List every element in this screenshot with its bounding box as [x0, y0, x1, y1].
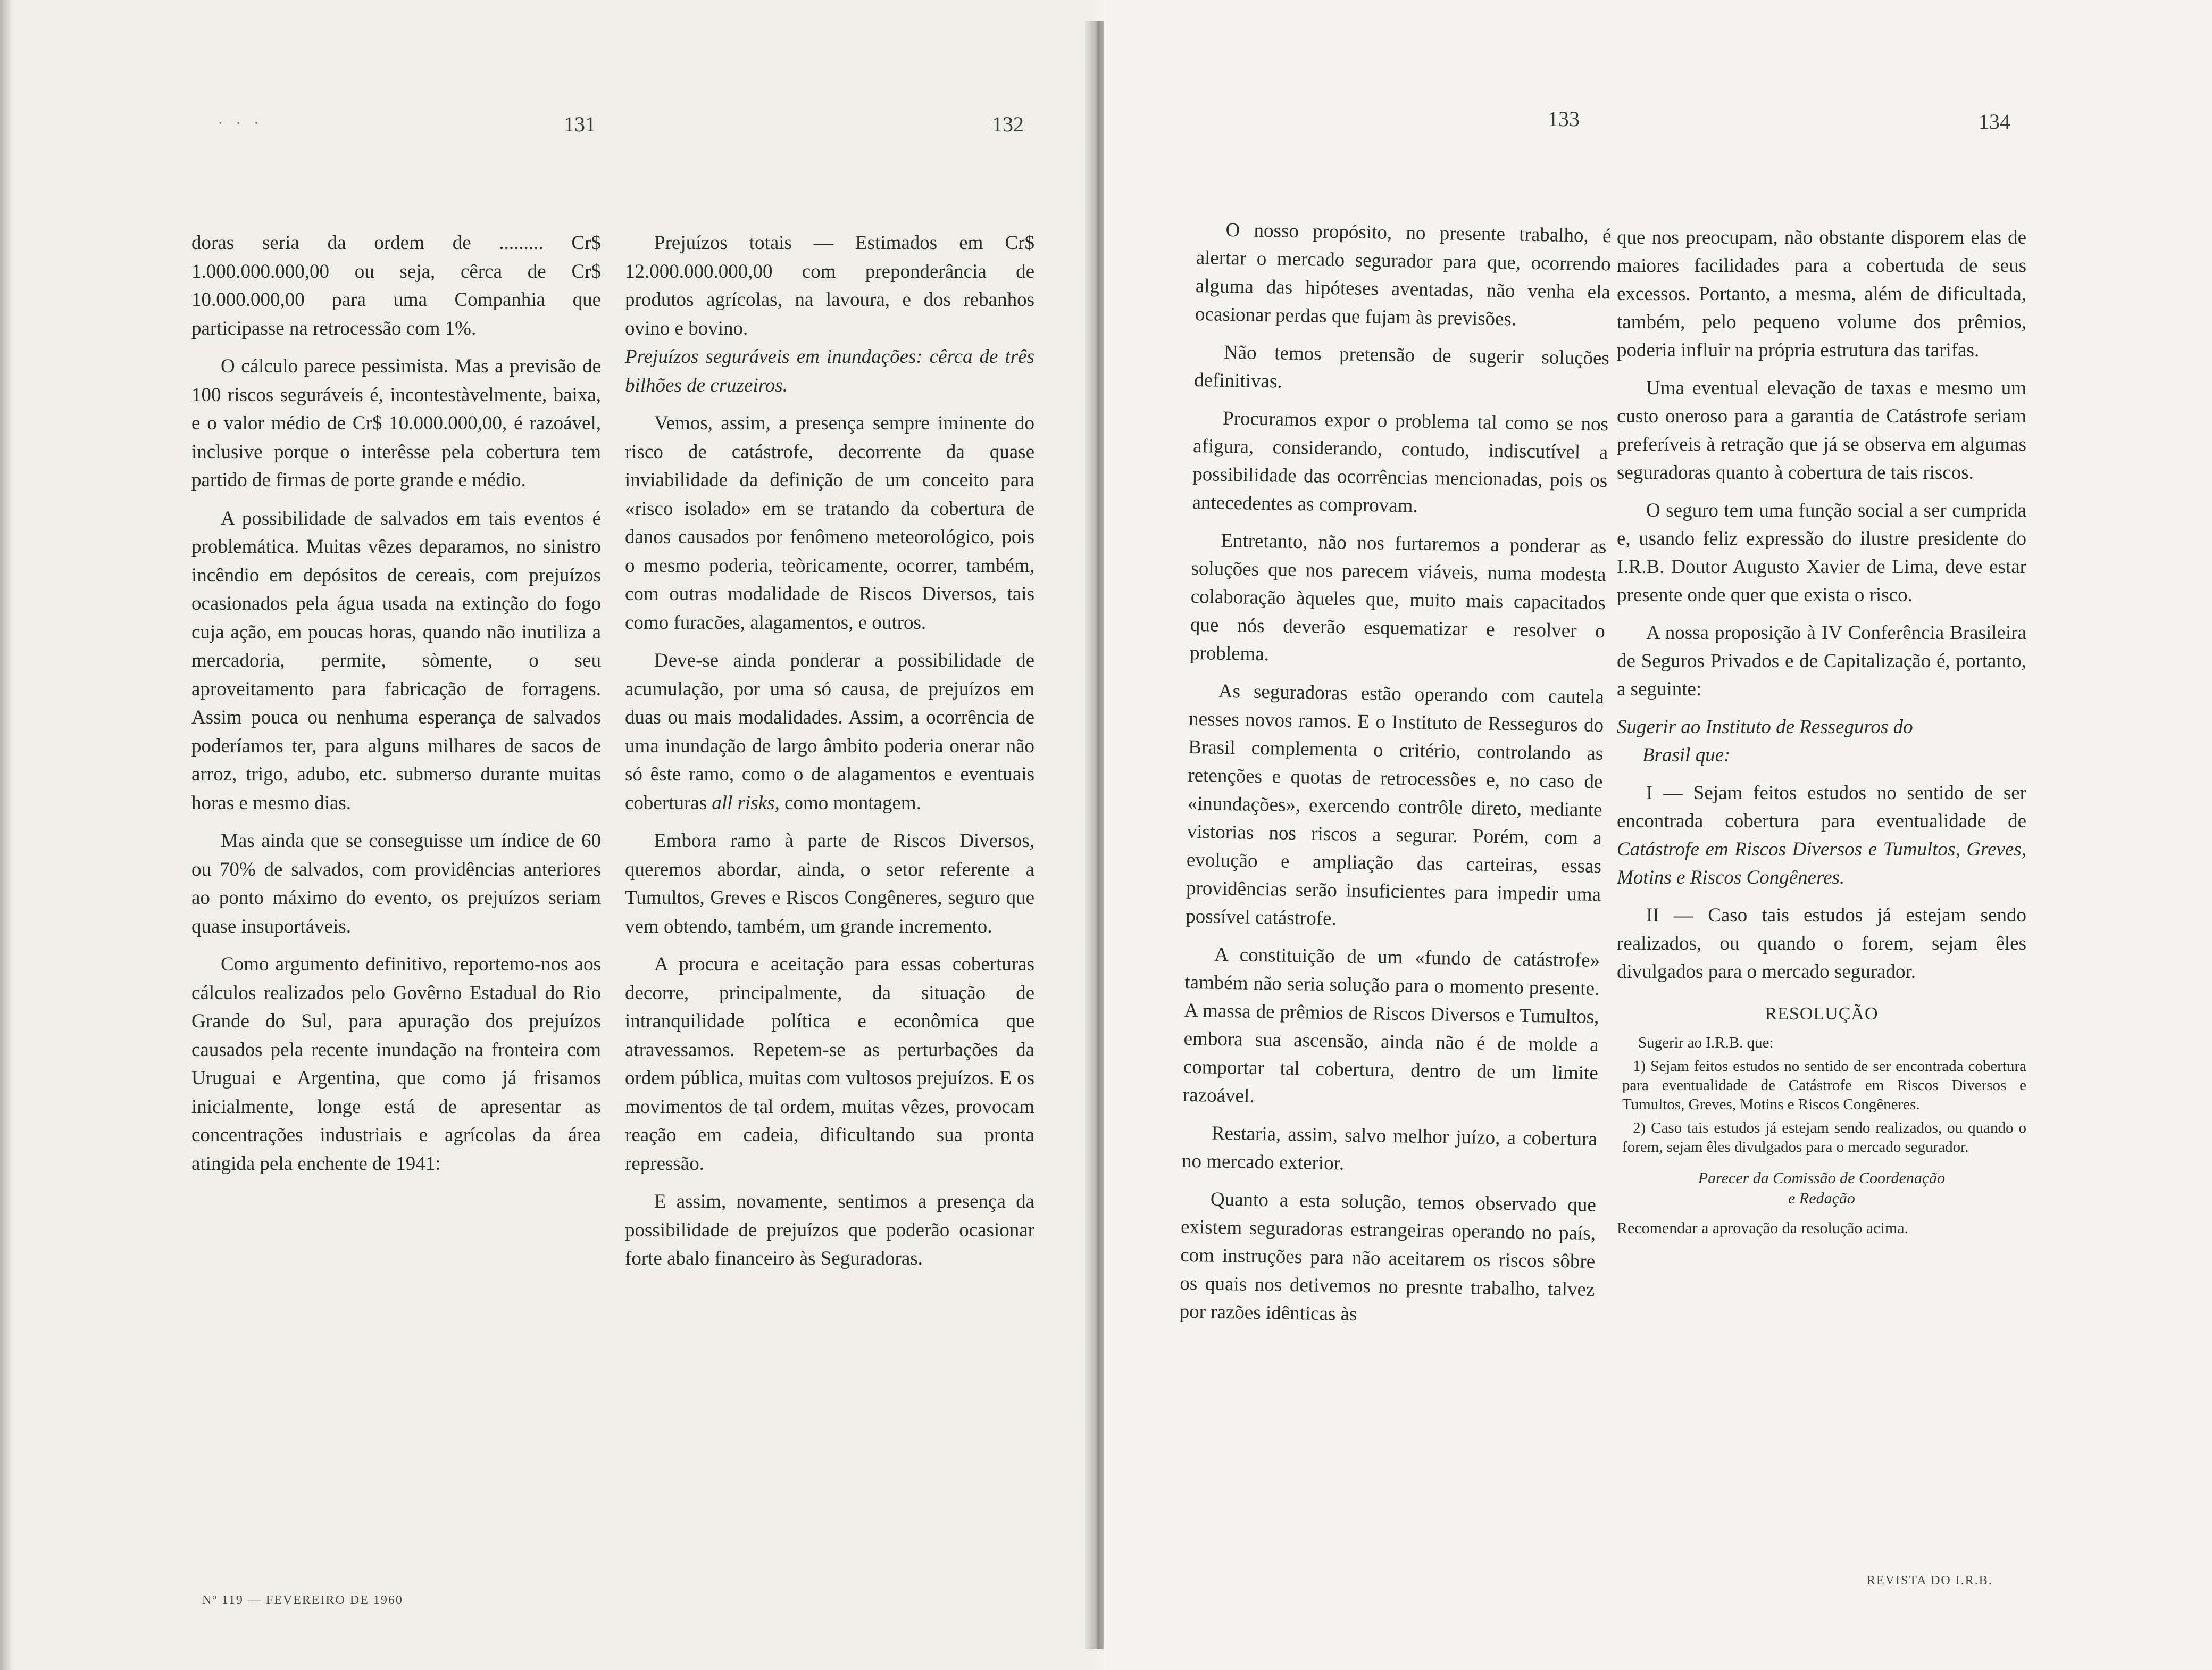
page-number-133: 133	[1548, 107, 1580, 131]
paragraph: Procuramos expor o problema tal como se nos afigura, considerando, contudo, indiscutível a possibilidade das ocorrências mencionadas, pois os antecedentes as comprovam.	[1192, 407, 1609, 517]
all-risks-italic: all risks	[712, 792, 775, 814]
paragraph-all-risks	[625, 646, 1034, 817]
paragraph: A procura e aceitação para essas coberturas decorre, principalmente, da situação de intranquilidade política e econômica que atravessamos. Repetem-se as perturbações da ordem pública, muitas com vultosos prejuízos. E os movimentos de tal ordem, muitas vêzes, provocam reação em cadeia, dificultando sua pronta repressão.	[625, 953, 1034, 1175]
paragraph: Uma eventual elevação de taxas e mesmo um custo oneroso para a garantia de Catástrofe seriam preferíveis à retração que já se observa em algumas seguradoras quanto à cobertura de tais riscos.	[1617, 377, 2026, 484]
paragraph-text: Deve-se ainda ponderar a possibilidade de acumulação, por uma só causa, de prejuízos em duas ou mais modalidades. Assim, a ocorrência de uma inundação de largo âmbito poderia onerar não só êste ramo, como o de alagamentos e eventuais coberturas	[625, 650, 1034, 814]
proposal-item-2: II — Caso tais estudos já estejam sendo realizados, ou quando o forem, sejam êles divulgados para o mercado segurador.	[1617, 904, 2026, 983]
paragraph: O cálculo parece pessimista. Mas a previsão de 100 riscos seguráveis é, incontestàvelmente, baixa, e o valor médio de Cr$ 10.000.000,00, é razoável, inclusive porque o interêsse pela cobertura tem partido de firmas de porte grande e médio.	[191, 355, 601, 491]
resolution-body	[1617, 1033, 2026, 1157]
paragraph: O nosso propósito, no presente trabalho, é alertar o mercado segurador para que, ocorrendo alguma das hipóteses aventadas, não venha ela ocasionar perdas que fujam às previsões.	[1195, 219, 1612, 330]
paragraph: doras seria da ordem de ......... Cr$ 1.000.000.000,00 ou seja, cêrca de Cr$ 10.000.000,00 para uma Companhia que participasse na retrocessão com 1%.	[191, 232, 601, 339]
item-1-italic: Catástrofe em Riscos Diversos e Tumultos, Greves, Motins e Riscos Congêneres.	[1617, 838, 2026, 888]
paragraph: Como argumento definitivo, reportemo-nos aos cálculos realizados pelo Govêrno Estadual do Rio Grande do Sul, para apuração dos prejuízos causados pela recente inundação na fronteira com Uruguai e Argentina, que como já frisamos inicialmente, longe está de apresentar as concentrações industriais e agrícolas da área atingida pela enchente de 1941:	[191, 953, 601, 1175]
item-1-text: I — Sejam feitos estudos no sentido de ser encontrada cobertura para eventualidade de	[1617, 782, 2026, 832]
paragraph: Mas ainda que se conseguisse um índice de 60 ou 70% de salvados, com providências anteriores ao ponto máximo do evento, os prejuízos seriam quase insuportáveis.	[191, 830, 601, 937]
paragraph: que nos preocupam, não obstante disporem elas de maiores facilidades para a cobertuda de seus excessos. Portanto, a mesma, além de dificultada, também, pelo pequeno volume dos prêmios, poderia influir na própria estrutura das tarifas.	[1617, 227, 2026, 361]
suggestion-line-2: Brasil que:	[1642, 744, 1731, 766]
paragraph: As seguradoras estão operando com cautela nesses novos ramos. E o Instituto de Resseguros do Brasil complementa o critério, controlando as retenções e quotas de retrocessões e, no caso de «inundações», exercendo contrôle direto, mediante vistorias nos riscos a segurar. Porém, com a evolução e ampliação das carteiras, essas providências serão insuficientes para impedir uma possível catástrofe.	[1185, 680, 1605, 930]
paragraph: Restaria, assim, salvo melhor juízo, a cobertura no mercado exterior.	[1181, 1122, 1598, 1175]
suggestion-heading	[1617, 713, 2026, 769]
page-number-132: 132	[992, 112, 1024, 136]
column-page-133	[1179, 215, 1612, 1342]
page-number-131: 131	[564, 112, 596, 136]
paragraph: Entretanto, não nos furtaremos a ponderar as soluções que nos parecem viáveis, numa modesta colaboração àqueles que, muito mais capacitados que nós deverão esquematizar e resolver o problema.	[1189, 529, 1607, 666]
left-page	[0, 0, 1096, 1670]
paragraph: A constituição de um «fundo de catástrofe» também não seria solução para o momento presente. A massa de prêmios de Riscos Diversos e Tumultos, embora sua ascensão, ainda não é de molde a comportar tal cobertura, dentro de um limite razoável.	[1182, 943, 1600, 1107]
paragraph: Prejuízos totais — Estimados em Cr$ 12.000.000.000,00 com preponderância de produtos agrícolas, na lavoura, e dos rebanhos ovino e bovino.	[625, 232, 1034, 339]
paragraph: Não temos pretensão de sugerir soluções definitivas.	[1193, 341, 1610, 393]
committee-opinion	[1617, 1168, 2026, 1209]
resolution-title: RESOLUÇÃO	[1765, 1004, 1879, 1024]
suggestion-line-1: Sugerir ao Instituto de Resseguros do	[1617, 716, 1913, 738]
paragraph: O seguro tem uma função social a ser cumprida e, usando feliz expressão do ilustre presidente do I.R.B. Doutor Augusto Xavier de Lima, deve estar presente onde quer que exista o risco.	[1617, 500, 2026, 606]
paragraph: A nossa proposição à IV Conferência Brasileira de Seguros Privados e de Capitalização é, portanto, a seguinte:	[1617, 622, 2026, 700]
recommendation: Recomendar a aprovação da resolução acima.	[1617, 1219, 1909, 1237]
column-page-131	[191, 229, 601, 1187]
all-risks-tail: , como montagem.	[774, 792, 921, 814]
paragraph: A possibilidade de salvados em tais eventos é problemática. Muitas vêzes deparamos, no sinistro incêndio em depósitos de cereais, com prejuízos ocasionados pela água usada na extinção do fogo cuja ação, em poucas horas, quando não inutiliza a mercadoria, permite, sòmente, o seu aproveitamento para fabricação de forragens. Assim pouca ou nenhuma esperança de salvados poderíamos ter, para alguns milhares de sacos de arroz, trigo, adubo, etc. submerso durante muitas horas e mesmo dias.	[191, 507, 601, 814]
page-edge-shadow	[0, 0, 13, 1670]
resolution-item-2: 2) Caso tais estudos já estejam sendo realizados, ou quando o forem, sejam êles divulgados para o mercado segurador.	[1622, 1119, 2026, 1156]
column-page-134	[1617, 223, 2026, 1242]
footer-magazine: REVISTA DO I.R.B.	[1867, 1574, 1993, 1588]
paragraph: E assim, novamente, sentimos a presença da possibilidade de prejuízos que poderão ocasionar forte abalo financeiro às Seguradoras.	[625, 1191, 1034, 1269]
resolution-item-1: 1) Sejam feitos estudos no sentido de ser encontrada cobertura para eventualidade de Catástrofe em Riscos Diversos e Tumultos, Greves, Motins e Riscos Congêneres.	[1622, 1058, 2026, 1113]
paragraph: Vemos, assim, a presença sempre iminente do risco de catástrofe, decorrente da quase inviabilidade da definição de um conceito para «risco isolado» em se tratando da cobertura de danos causados por fenômeno meteorológico, pois o mesmo poderia, teòricamente, ocorrer, também, com outras modalidade de Riscos Diversos, tais como furacões, alagamentos, e outros.	[625, 412, 1034, 634]
resolution-intro: Sugerir ao I.R.B. que:	[1638, 1034, 1774, 1051]
committee-line-2: e Redação	[1788, 1190, 1855, 1207]
page-number-134: 134	[1979, 110, 2010, 134]
right-page	[1104, 0, 2212, 1670]
paragraph: Quanto a esta solução, temos observado que existem seguradoras estrangeiras operando no país, com instruções para não aceitarem os riscos sôbre os quais nos detivemos no presnte trabalho, talvez por razões idênticas às	[1179, 1188, 1597, 1325]
committee-line-1: Parecer da Comissão de Coordenação	[1698, 1169, 1946, 1187]
proposal-item-1	[1617, 779, 2026, 892]
column-page-132	[625, 229, 1034, 1283]
footer-issue: Nº 119 — FEVEREIRO DE 1960	[202, 1593, 403, 1607]
paragraph: Embora ramo à parte de Riscos Diversos, queremos abordar, ainda, o setor referente a Tumultos, Greves e Riscos Congêneres, seguro que vem obtendo, também, um grande incremento.	[625, 830, 1034, 937]
scan-marks: · · ·	[218, 114, 263, 132]
italic-estimate: Prejuízos seguráveis em inundações: cêrca de três bilhões de cruzeiros.	[625, 346, 1034, 396]
